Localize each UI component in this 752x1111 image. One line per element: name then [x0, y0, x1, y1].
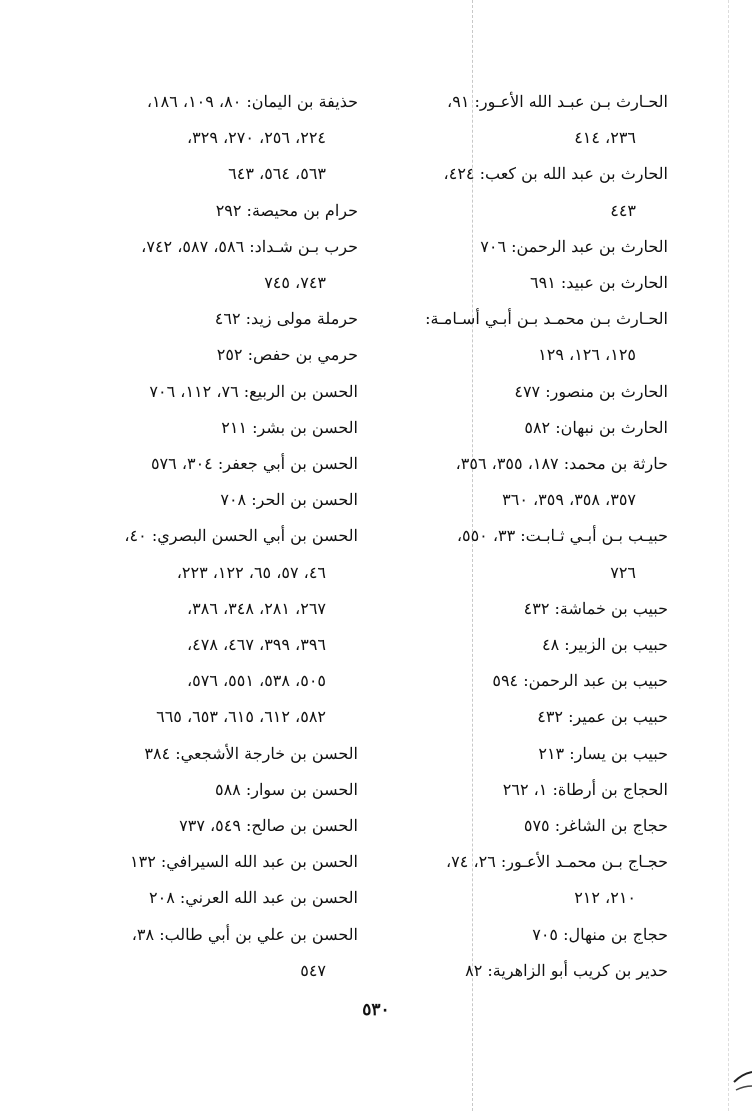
index-entry — [356, 301, 668, 373]
entry-name-line: حجاج بن الشاغر: ٥٧٥ — [523, 816, 668, 836]
entry-name-line: حارثة بن محمد: ١٨٧، ٣٥٥، ٣٥٦، — [455, 454, 668, 474]
index-entry — [356, 156, 668, 228]
entry-continuation-line: ٤٦، ٥٧، ٦٥، ١٢٢، ٢٢٣، — [176, 562, 326, 582]
entry-continuation-line: ٧٤٣، ٧٤٥ — [264, 273, 326, 293]
right-column — [356, 84, 668, 989]
index-entry — [356, 265, 668, 301]
index-entry — [58, 84, 358, 193]
entry-name-line: الحسن بن الحر: ٧٠٨ — [220, 490, 358, 510]
index-entry — [58, 301, 358, 337]
index-entry — [58, 337, 358, 373]
entry-continuation-line: ٧٢٦ — [610, 562, 636, 582]
scan-corner-mark — [730, 1060, 752, 1100]
entry-name-line: الحسن بن بشر: ٢١١ — [221, 417, 358, 437]
index-entry — [58, 844, 358, 880]
index-entry — [356, 374, 668, 410]
entry-continuation-line: ٥٠٥، ٥٣٨، ٥٥١، ٥٧٦، — [186, 671, 326, 691]
index-entry — [58, 374, 358, 410]
entry-name-line: الحارث بن منصور: ٤٧٧ — [514, 381, 668, 401]
index-entry — [58, 518, 358, 735]
left-column — [58, 84, 358, 989]
index-entry — [356, 844, 668, 916]
index-entry — [58, 808, 358, 844]
entry-continuation-line: ٥٤٧ — [300, 960, 326, 980]
entry-name-line: الحسن بن صالح: ٥٤٩، ٧٣٧ — [179, 816, 358, 836]
entry-name-line: حذيفة بن اليمان: ٨٠، ١٠٩، ١٨٦، — [146, 92, 358, 111]
index-entry — [58, 917, 358, 989]
entry-name-line: حجاج بن منهال: ٧٠٥ — [532, 924, 668, 944]
entry-continuation-line: ٤٤٣ — [610, 200, 636, 220]
entry-continuation-line: ٥٨٢، ٦١٢، ٦١٥، ٦٥٣، ٦٦٥ — [156, 707, 326, 727]
index-entry — [58, 772, 358, 808]
entry-name-line: حرام بن محيصة: ٢٩٢ — [215, 200, 358, 220]
index-entry — [356, 591, 668, 627]
index-entry — [356, 627, 668, 663]
entry-continuation-line: ٣٥٧، ٣٥٨، ٣٥٩، ٣٦٠ — [502, 490, 636, 510]
index-entry — [356, 446, 668, 518]
entry-name-line: الحسن بن خارجة الأشجعي: ٣٨٤ — [144, 743, 358, 763]
entry-continuation-line: ٢٣٦، ٤١٤ — [574, 128, 636, 148]
page-number: ٥٣٠ — [362, 1000, 390, 1020]
entry-name-line: حرمي بن حفص: ٢٥٢ — [216, 345, 358, 365]
entry-name-line: الحسن بن عبد الله السيرافي: ١٣٢ — [130, 852, 358, 872]
index-entry — [356, 917, 668, 953]
entry-name-line: حبيـب بـن أبـي ثـابـت: ٣٣، ٥٥٠، — [456, 526, 668, 546]
index-entry — [58, 880, 358, 916]
index-entry — [356, 808, 668, 844]
entry-continuation-line: ٢٢٤، ٢٥٦، ٢٧٠، ٣٢٩، — [186, 128, 326, 148]
entry-name-line: الحسن بن الربيع: ٧٦، ١١٢، ٧٠٦ — [149, 381, 358, 401]
entry-name-line: الحـارث بـن عبـد الله الأعـور: ٩١، — [447, 92, 668, 111]
entry-continuation-line: ٥٦٣، ٥٦٤، ٦٤٣ — [228, 164, 326, 184]
entry-name-line: الحـارث بـن محمـد بـن أبـي أسـامـة: — [425, 309, 668, 329]
entry-name-line: حجـاج بـن محمـد الأعـور: ٢٦، ٧٤، — [446, 852, 668, 872]
index-entry — [356, 699, 668, 735]
entry-name-line: الحسن بن أبي جعفر: ٣٠٤، ٥٧٦ — [150, 454, 358, 474]
entry-name-line: حبيب بن عمير: ٤٣٢ — [537, 707, 668, 727]
entry-name-line: الحسن بن سوار: ٥٨٨ — [214, 779, 358, 799]
entry-name-line: الحارث بن عبد الله بن كعب: ٤٢٤، — [443, 164, 668, 184]
index-entry — [58, 482, 358, 518]
index-entry — [356, 772, 668, 808]
entry-name-line: حبيب بن عبد الرحمن: ٥٩٤ — [492, 671, 668, 691]
entry-name-line: الحسن بن عبد الله العرني: ٢٠٨ — [149, 888, 358, 908]
entry-name-line: الحسن بن أبي الحسن البصري: ٤٠، — [124, 526, 358, 546]
entry-name-line: حبيب بن يسار: ٢١٣ — [538, 743, 668, 763]
entry-name-line: حدير بن كريب أبو الزاهرية: ٨٢ — [465, 960, 668, 980]
entry-continuation-line: ١٢٥، ١٢٦، ١٢٩ — [538, 345, 636, 365]
index-entry — [356, 663, 668, 699]
index-entry — [58, 410, 358, 446]
entry-name-line: حبيب بن الزبير: ٤٨ — [542, 635, 668, 655]
scan-edge-line — [728, 0, 729, 1111]
entry-continuation-line: ٢١٠، ٢١٢ — [574, 888, 636, 908]
entry-name-line: الحارث بن عبيد: ٦٩١ — [530, 273, 668, 293]
entry-name-line: الحارث بن نبهان: ٥٨٢ — [524, 417, 668, 437]
entry-name-line: حرب بـن شـداد: ٥٨٦، ٥٨٧، ٧٤٢، — [141, 236, 358, 256]
entry-continuation-line: ٣٩٦، ٣٩٩، ٤٦٧، ٤٧٨، — [186, 635, 326, 655]
index-entry — [356, 229, 668, 265]
index-entry — [356, 84, 668, 156]
entry-name-line: الحجاج بن أرطاة: ١، ٢٦٢ — [502, 779, 668, 799]
index-entry — [58, 229, 358, 301]
index-entry — [356, 736, 668, 772]
entry-name-line: حبيب بن خماشة: ٤٣٢ — [523, 598, 668, 618]
index-entry — [356, 410, 668, 446]
index-entry — [58, 193, 358, 229]
index-entry — [58, 736, 358, 772]
entry-name-line: الحسن بن علي بن أبي طالب: ٣٨، — [131, 924, 358, 944]
index-entry — [356, 518, 668, 590]
index-entry — [356, 953, 668, 989]
entry-name-line: الحارث بن عبد الرحمن: ٧٠٦ — [480, 236, 668, 256]
entry-continuation-line: ٢٦٧، ٢٨١، ٣٤٨، ٣٨٦، — [186, 598, 326, 618]
entry-name-line: حرملة مولى زيد: ٤٦٢ — [214, 309, 358, 329]
index-entry — [58, 446, 358, 482]
